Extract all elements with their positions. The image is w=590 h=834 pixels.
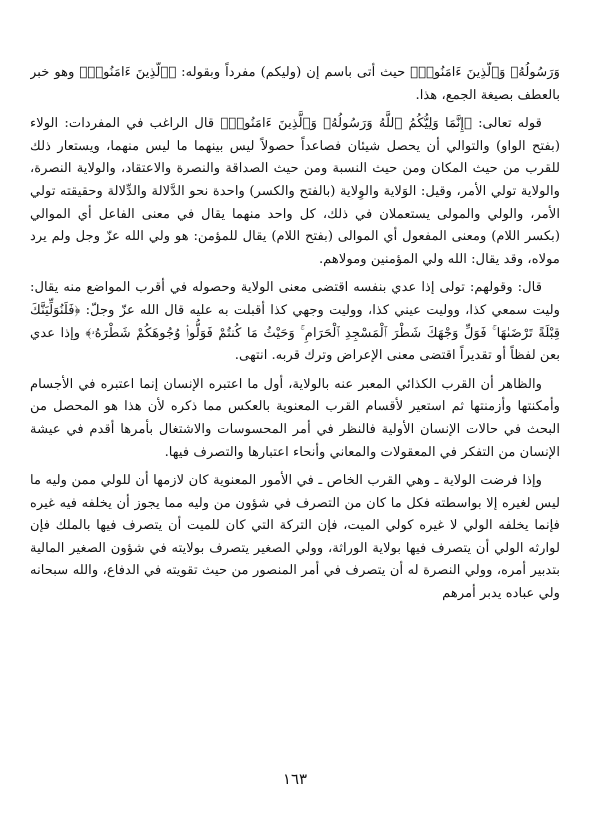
paragraph-4: والظاهر أن القرب الكذائي المعبر عنه بالولاية، أول ما اعتبره الإنسان إنما اعتبره في الأجسام وأمكنتها وأزمنتها ثم استعير لأقسام القرب المعنوية بالعكس مما ذكره لأن هذا هو المحصل من البحث في حالات الإنسان الأولية فالنظر في أمر المحسوسات والاشتغال بأمرها أقدم في عيشة الإنسان من التفكر في المعقولات والمعاني وأنحاء اعتبارها والتصرف فيها.	[30, 376, 560, 460]
paragraph-2: قوله تعالى: ﴿إِنَّمَا وَلِيُّكُمُ ٱللَّهُ وَرَسُولُهُۥ وَٱلَّذِينَ ءَامَنُوا۟﴾ قال الراغب في المفردات: الولاء (بفتح الواو) والتوالي أن يحصل شيئان فصاعداً حصولاً ليس بينهما ما ليس منهما، ويستعار ذلك للقرب من حيث المكان ومن حيث النسبة ومن حيث الصداقة والنصرة والاعتقاد، والولاية النصرة، والولاية تولي الأمر، وقيل: الوَلاية والوِلاية (بالفتح والكسر) واحدة نحو الدَّلالة والدِّلالة وحقيقته تولي الأمر، والولي والمولى يستعملان في ذلك، كل واحد منهما يقال في معنى الفاعل أي الموالي (بكسر اللام) ومعنى المفعول أي الموالى (بفتح اللام) يقال للمؤمن: هو ولي الله عزّ وجل ولم يرد مولاه، وقد يقال: الله ولي المؤمنين ومولاهم.	[30, 116, 560, 267]
paragraph-3: قال: وقولهم: تولى إذا عدي بنفسه اقتضى معنى الولاية وحصوله في أقرب المواضع منه يقال: وليت سمعي كذا، ووليت عيني كذا، ووليت وجهي كذا أقبلت به عليه قال الله عزّ وجلّ: ﴿فَلَنُوَلِّيَنَّكَ قِبْلَةً تَرْضَىٰهَا ۚ فَوَلِّ وَجْهَكَ شَطْرَ ٱلْمَسْجِدِ ٱلْحَرَامِ ۚ وَحَيْثُ مَا كُنتُمْ فَوَلُّوا۟ وُجُوهَكُمْ شَطْرَهُۥ﴾ وإذا عدي بعن لفظاً أو تقديراً اقتضى معنى الإعراض وترك قربه. انتهى.	[30, 280, 560, 364]
page-body	[30, 62, 560, 762]
page-number: ١٦٣	[282, 770, 308, 788]
paragraph-1: وَرَسُولُهُۥ وَٱلَّذِينَ ءَامَنُوا۟﴾ حيث أتى باسم إن (وليكم) مفرداً وبقوله: ﴿ٱلَّذِينَ ءَامَنُوا۟﴾ وهو خبر بالعطف بصيغة الجمع، هذا.	[30, 65, 560, 103]
paragraph-5: وإذا فرضت الولاية ـ وهي القرب الخاص ـ في الأمور المعنوية كان لازمها أن للولي ممن وليه ما ليس لغيره إلا بواسطته فكل ما كان من التصرف في شؤون من وليه مما يجوز أن يخلفه فيه غيره فإنما يخلفه الولي لا غيره كولي الميت، فإن التركة التي كان للميت أن يتصرف فيها بالملك فإن لوارثه الولي أن يتصرف فيها بولاية الوراثة، وولي الصغير يتصرف بولايته في شؤون الصغير المالية بتدبير أمره، وولي النصرة له أن يتصرف في أمر المنصور من حيث تقويته في الدفاع، والله سبحانه ولي عباده يدبر أمرهم	[30, 473, 560, 602]
